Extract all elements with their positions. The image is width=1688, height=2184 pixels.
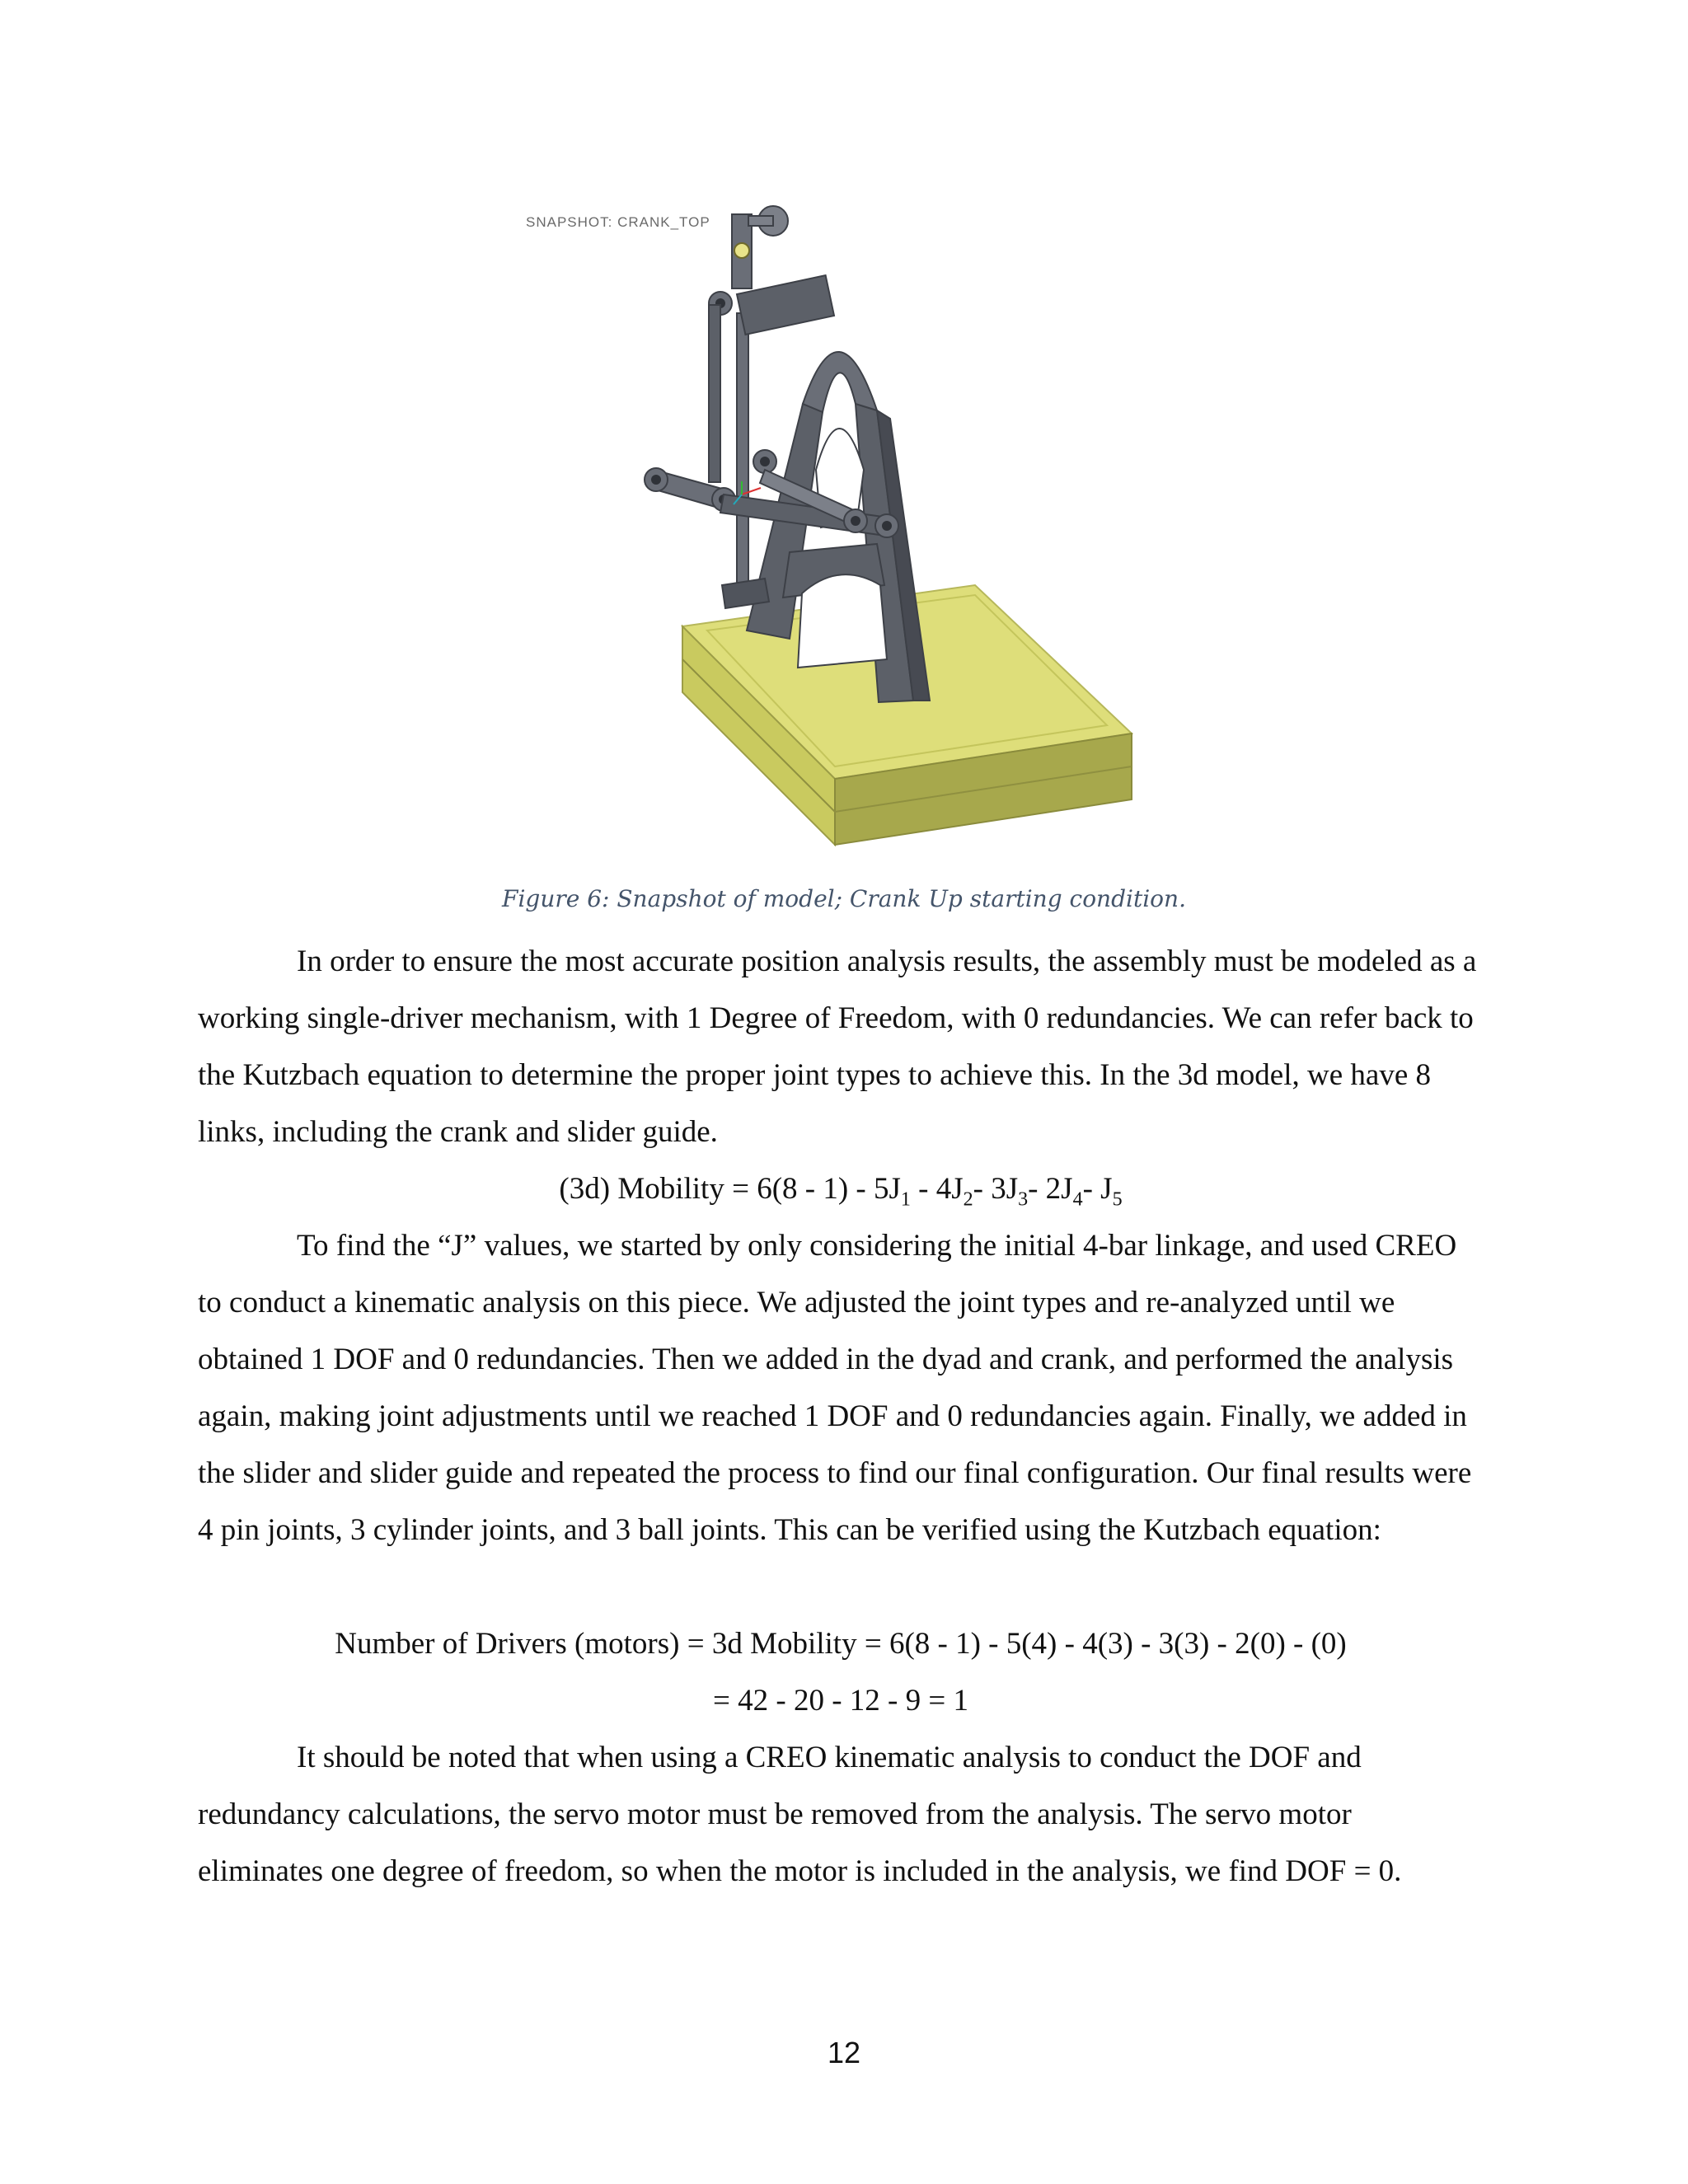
snapshot-label: SNAPSHOT: CRANK_TOP bbox=[526, 214, 710, 230]
paragraph-3-text: It should be noted that when using a CREO kinematic analysis to conduct the DOF and redundancy calculations, the servo motor must be removed from the analysis. The servo motor eliminates one degree of freedom, so when the motor is included in the analysis, we find DOF = 0. bbox=[198, 1741, 1402, 1888]
mechanism-model-image bbox=[518, 198, 1167, 874]
paragraph-1-text: In order to ensure the most accurate position analysis results, the assembly must be modeled as a working single-driver mechanism, with 1 Degree of Freedom, with 0 redundancies. We can refer back to the Kutzbach equation to determine the proper joint types to achieve this. In the 3d model, we have 8 links, including the crank and slider guide. bbox=[198, 944, 1477, 1149]
paragraph-3 bbox=[198, 1729, 1484, 1900]
page-number: 12 bbox=[827, 2036, 861, 2069]
paragraph-1 bbox=[198, 933, 1484, 1160]
model-snapshot-figure bbox=[518, 198, 1167, 874]
drivers-equation: Number of Drivers (motors) = 3d Mobility = 6(8 - 1) - 5(4) - 4(3) - 3(3) - 2(0) - (0) bbox=[335, 1627, 1347, 1661]
drivers-equation-result: = 42 - 20 - 12 - 9 = 1 bbox=[713, 1684, 968, 1718]
mobility-equation: (3d) Mobility = $6(8 - 1) - 5J_1 - 4J_2-$ $3J_3-$ $2J_4-$ $J_5$ bbox=[559, 1172, 1123, 1211]
paragraph-2 bbox=[198, 1217, 1484, 1558]
paragraph-2-text: To find the “J” values, we started by only considering the initial 4-bar linkage, and used CREO to conduct a kinematic analysis on this piece. We adjusted the joint types and re-analyzed until we obtained 1 DOF and 0 redundancies. Then we added in the dyad and crank, and performed the analysis again, making joint adjustments until we reached 1 DOF and 0 redundancies again. Finally, we added in the slider and slider guide and repeated the process to find our final configuration. Our final results were 4 pin joints, 3 cylinder joints, and 3 ball joints. This can be verified using the Kutzbach equation: bbox=[198, 1229, 1472, 1547]
figure-caption: Figure 6: Snapshot of model; Crank Up starting condition. bbox=[502, 885, 1186, 912]
